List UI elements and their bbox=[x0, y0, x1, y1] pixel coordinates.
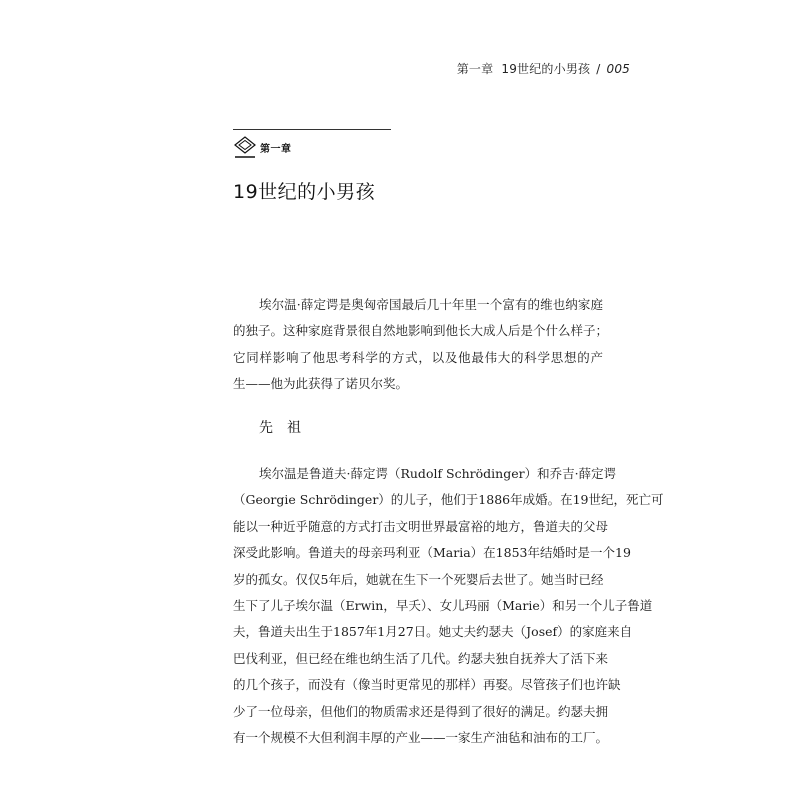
chapter-header bbox=[233, 129, 393, 161]
paragraph-line: 埃尔温是鲁道夫·薛定谔（Rudolf Schrödinger）和乔吉·薛定谔 bbox=[259, 466, 617, 481]
paragraph-line: 少了一位母亲，但他们的物质需求还是得到了很好的满足。约瑟夫拥 bbox=[233, 703, 609, 719]
page-number: 005 bbox=[606, 62, 630, 76]
paragraph-line: 的独子。这种家庭背景很自然地影响到他长大成人后是个什么样子； bbox=[233, 323, 609, 339]
paragraph-line: 深受此影响。鲁道夫的母亲玛利亚（Maria）在1853年结婚时是一个19 bbox=[233, 545, 631, 561]
body-paragraph bbox=[233, 461, 664, 751]
paragraph-line: 生——他为此获得了诺贝尔奖。 bbox=[233, 376, 409, 392]
paragraph-line: 的几个孩子，而没有（像当时更常见的那样）再娶。尽管孩子们也许缺 bbox=[233, 677, 621, 693]
running-head bbox=[457, 60, 630, 77]
paragraph-line: （Georgie Schrödinger）的儿子，他们于1886年成婚。在19世纪，死亡可 bbox=[233, 492, 664, 508]
paragraph-line: 生下了儿子埃尔温（Erwin，早夭）、女儿玛丽（Marie）和另一个儿子鲁道 bbox=[233, 597, 653, 613]
paragraph-line: 能以一种近乎随意的方式打击文明世界最富裕的地方，鲁道夫的父母 bbox=[233, 518, 609, 534]
paragraph-line: 岁的孤女。仅仅5年后，她就在生下一个死婴后去世了。她当时已经 bbox=[233, 571, 604, 587]
running-head-chapter: 第一章 bbox=[456, 62, 494, 76]
diamond-ornament-icon bbox=[233, 133, 257, 161]
section-heading: 先祖 bbox=[259, 420, 315, 436]
paragraph-line: 它同样影响了他思考科学的方式，以及他最伟大的科学思想的产 bbox=[233, 349, 603, 365]
paragraph-line: 巴伐利亚，但已经在维也纳生活了几代。约瑟夫独自抚养大了活下来 bbox=[233, 650, 609, 666]
paragraph-line: 埃尔温·薛定谔是奥匈帝国最后几十年里一个富有的维也纳家庭 bbox=[259, 297, 603, 312]
running-head-title: 19世纪的小男孩 bbox=[501, 62, 591, 76]
chapter-title: 19世纪的小男孩 bbox=[233, 181, 376, 203]
chapter-tag-label: 第一章 bbox=[260, 143, 292, 155]
paragraph-line: 夫，鲁道夫出生于1857年1月27日。她丈夫约瑟夫（Josef）的家庭来自 bbox=[233, 624, 633, 640]
intro-paragraph bbox=[233, 292, 609, 398]
chapter-tag bbox=[233, 133, 393, 161]
chapter-rule bbox=[233, 129, 391, 130]
paragraph-line: 有一个规模不大但利润丰厚的产业——一家生产油毡和油布的工厂。 bbox=[233, 729, 609, 745]
running-head-separator: / bbox=[596, 62, 601, 76]
